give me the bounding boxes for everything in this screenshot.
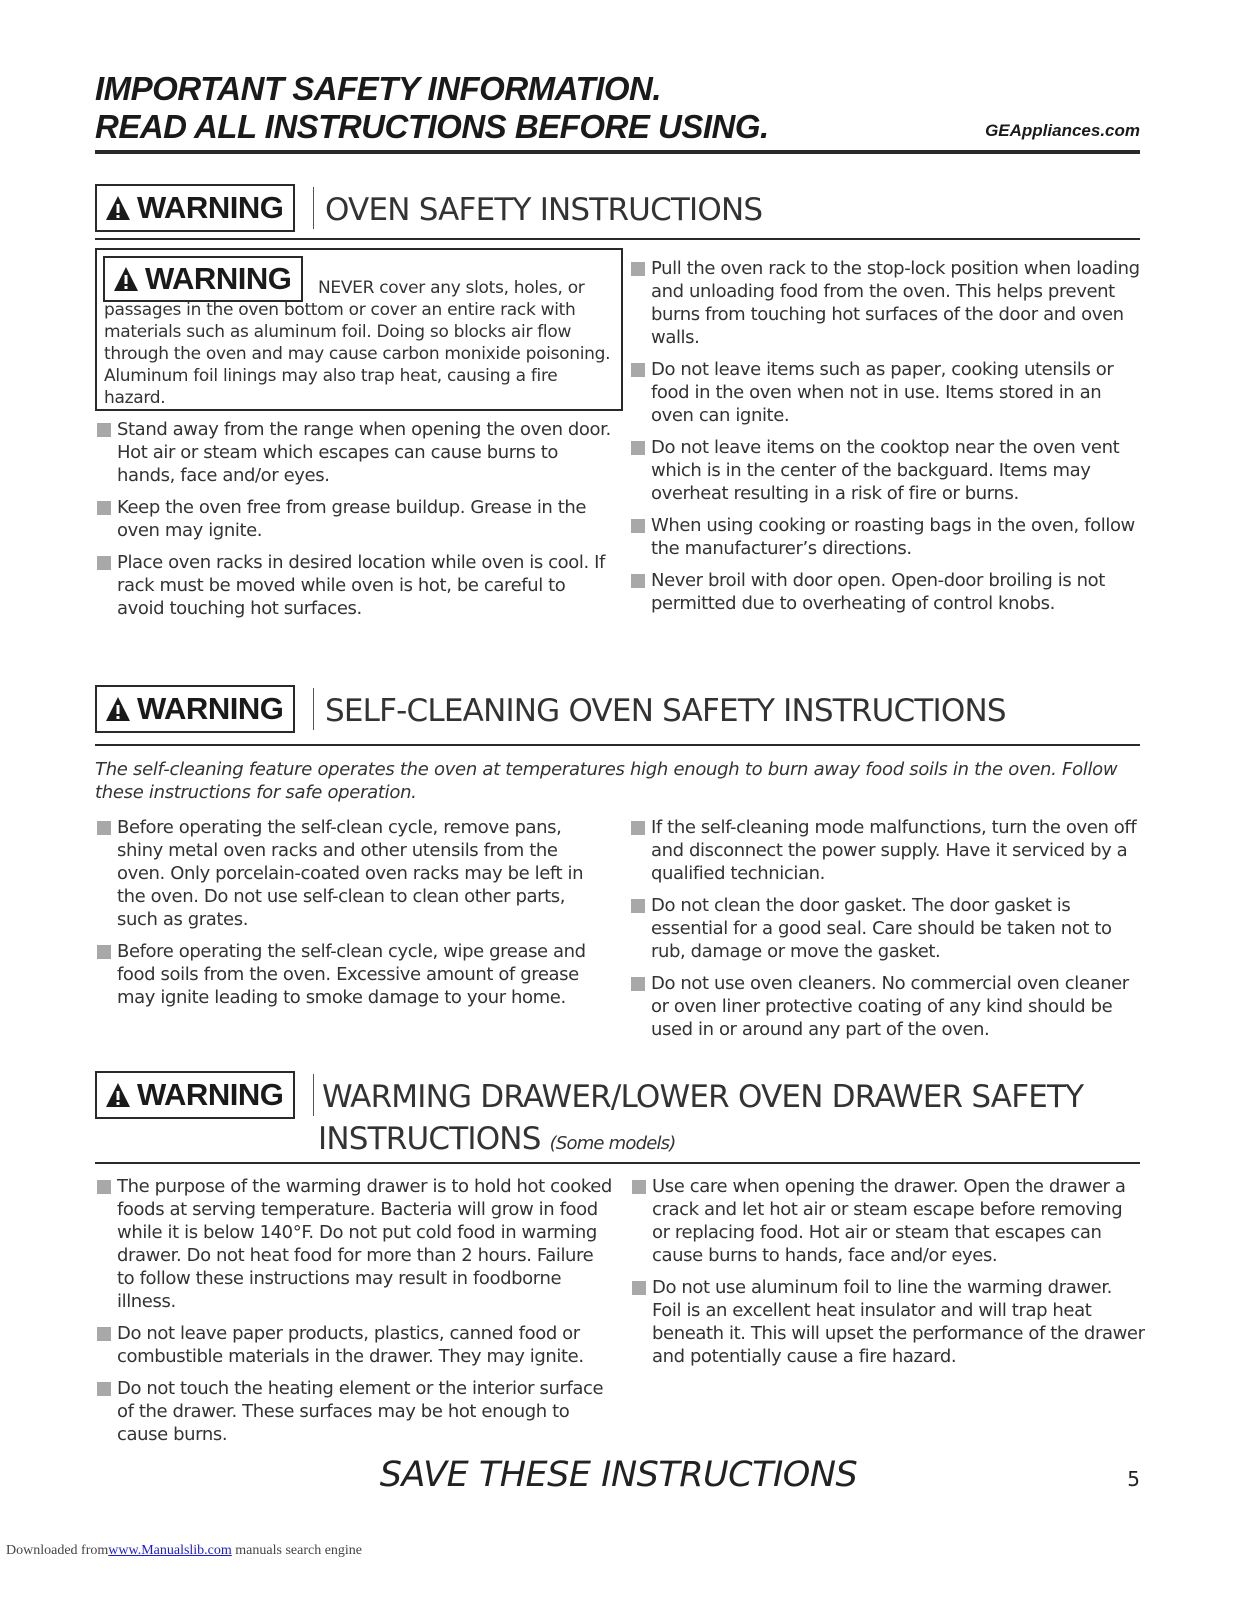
warning-badge [95, 685, 295, 733]
bullet-square-icon [631, 519, 645, 533]
warning-label: WARNING [137, 691, 284, 726]
bullet-square-icon [631, 977, 645, 991]
self-cleaning-intro: The self-cleaning feature operates the oven at temperatures high enough to burn away food soils in the oven. Follow these instructions for safe operation. [95, 759, 1118, 803]
oven-safety-left-list [95, 418, 615, 629]
warning-triangle-icon [105, 696, 131, 722]
section-rule [95, 238, 1140, 240]
list-item: Never broil with door open. Open-door broiling is not permitted due to overheating of control knobs. [629, 569, 1144, 615]
header-rule [95, 150, 1140, 154]
bullet-square-icon [631, 262, 645, 276]
bullet-square-icon [97, 1382, 111, 1396]
download-suffix: manuals search engine [231, 1543, 363, 1558]
title-separator [313, 688, 314, 730]
list-item: Before operating the self-clean cycle, remove pans, shiny metal oven racks and other utensils from the oven. Only porcelain-coated oven racks may be left in the oven. Do not use self-clean to clean other parts, such as grates. [95, 816, 605, 931]
bullet-square-icon [631, 574, 645, 588]
website-label: GEAppliances.com [985, 121, 1140, 140]
bullet-square-icon [631, 899, 645, 913]
self-clean-left-list [95, 816, 605, 1018]
bullet-square-icon [97, 423, 111, 437]
self-clean-right-list [629, 816, 1144, 1050]
download-note [6, 1543, 362, 1559]
save-instructions-heading: SAVE THESE INSTRUCTIONS [379, 1455, 858, 1495]
download-prefix: Downloaded from [6, 1543, 109, 1558]
list-item: Do not leave items such as paper, cooking utensils or food in the oven when not in use. Items stored in an oven can ignite. [629, 358, 1144, 427]
bullet-square-icon [97, 821, 111, 835]
oven-safety-right-list [629, 257, 1144, 624]
list-item: Do not clean the door gasket. The door gasket is essential for a good seal. Care should be taken not to rub, damage or move the gasket. [629, 894, 1144, 963]
bullet-square-icon [632, 1281, 646, 1295]
title-line-2: READ ALL INSTRUCTIONS BEFORE USING. [95, 108, 769, 145]
some-models-note: (Some models) [549, 1133, 676, 1154]
warning-label: WARNING [137, 190, 284, 225]
bullet-square-icon [97, 501, 111, 515]
list-item: Keep the oven free from grease buildup. Grease in the oven may ignite. [95, 496, 615, 542]
list-item: Use care when opening the drawer. Open the drawer a crack and let hot air or steam escape before removing or replacing food. Hot air or steam that escapes can cause burns to hands, face and/or eyes. [630, 1175, 1145, 1267]
bullet-square-icon [632, 1180, 646, 1194]
foil-warning-box [95, 248, 623, 411]
section-rule [95, 1162, 1140, 1164]
bullet-square-icon [631, 363, 645, 377]
list-item: Do not use aluminum foil to line the warming drawer. Foil is an excellent heat insulator and will trap heat beneath it. This will upset the performance of the drawer and potentially cause a fire hazard. [630, 1276, 1145, 1368]
list-item: If the self-cleaning mode malfunctions, turn the oven off and disconnect the power supply. Have it serviced by a qualified technician. [629, 816, 1144, 885]
page-title [95, 70, 895, 146]
title-line-1: IMPORTANT SAFETY INFORMATION. [95, 70, 662, 107]
page-number: 5 [1127, 1467, 1140, 1491]
list-item: Pull the oven rack to the stop-lock position when loading and unloading food from the oven. This helps prevent burns from touching hot surfaces of the door and oven walls. [629, 257, 1144, 349]
bullet-square-icon [97, 945, 111, 959]
list-item: Before operating the self-clean cycle, wipe grease and food soils from the oven. Excessive amount of grease may ignite leading to smoke damage to your home. [95, 940, 605, 1009]
bullet-square-icon [97, 1327, 111, 1341]
warning-badge [95, 1071, 295, 1119]
warning-triangle-icon [105, 1082, 131, 1108]
title-separator [313, 1074, 314, 1116]
list-item: The purpose of the warming drawer is to hold hot cooked foods at serving temperature. Bacteria will grow in food while it is below 140°F. Do not put cold food in warming drawer. Do not heat food for more than 2 hours. Failure to follow these instructions may result in foodborne illness. [95, 1175, 615, 1313]
section-rule [95, 744, 1140, 746]
section-title-line-1: WARMING DRAWER/LOWER OVEN DRAWER SAFETY [322, 1079, 1084, 1115]
warming-drawer-left-list [95, 1175, 615, 1455]
warning-label: WARNING [137, 1077, 284, 1112]
title-separator [313, 187, 314, 229]
foil-warning-text: NEVER cover any slots, holes, or passages in the oven bottom or cover an entire rack with materials such as aluminum foil. Doing so blocks air flow through the oven and may cause carbon monixide poisoning. Aluminum foil linings may also trap heat, causing a fire hazard. [104, 278, 611, 408]
section-title-line-2: INSTRUCTIONS (Some models) [318, 1121, 676, 1157]
warming-drawer-right-list [630, 1175, 1145, 1377]
warning-badge [95, 184, 295, 232]
section-title-oven: OVEN SAFETY INSTRUCTIONS [325, 192, 763, 228]
list-item: Do not leave paper products, plastics, canned food or combustible materials in the drawer. They may ignite. [95, 1322, 615, 1368]
section-title-self-cleaning: SELF-CLEANING OVEN SAFETY INSTRUCTIONS [325, 693, 1006, 729]
list-item: Do not leave items on the cooktop near the oven vent which is in the center of the backguard. Items may overheat resulting in a risk of fire or burns. [629, 436, 1144, 505]
list-item: Stand away from the range when opening the oven door. Hot air or steam which escapes can cause burns to hands, face and/or eyes. [95, 418, 615, 487]
bullet-square-icon [97, 1180, 111, 1194]
list-item: Do not touch the heating element or the interior surface of the drawer. These surfaces may be hot enough to cause burns. [95, 1377, 615, 1446]
section-title-warming-drawer [318, 1076, 1122, 1165]
warning-label: WARNING [145, 261, 292, 296]
list-item: When using cooking or roasting bags in the oven, follow the manufacturer’s directions. [629, 514, 1144, 560]
list-item: Do not use oven cleaners. No commercial oven cleaner or oven liner protective coating of any kind should be used in or around any part of the oven. [629, 972, 1144, 1041]
list-item: Place oven racks in desired location while oven is cool. If rack must be moved while oven is hot, be careful to avoid touching hot surfaces. [95, 551, 615, 620]
manualslib-link[interactable]: www.Manualslib.com [108, 1543, 232, 1558]
bullet-square-icon [631, 821, 645, 835]
bullet-square-icon [631, 441, 645, 455]
warning-triangle-icon [105, 195, 131, 221]
bullet-square-icon [97, 556, 111, 570]
